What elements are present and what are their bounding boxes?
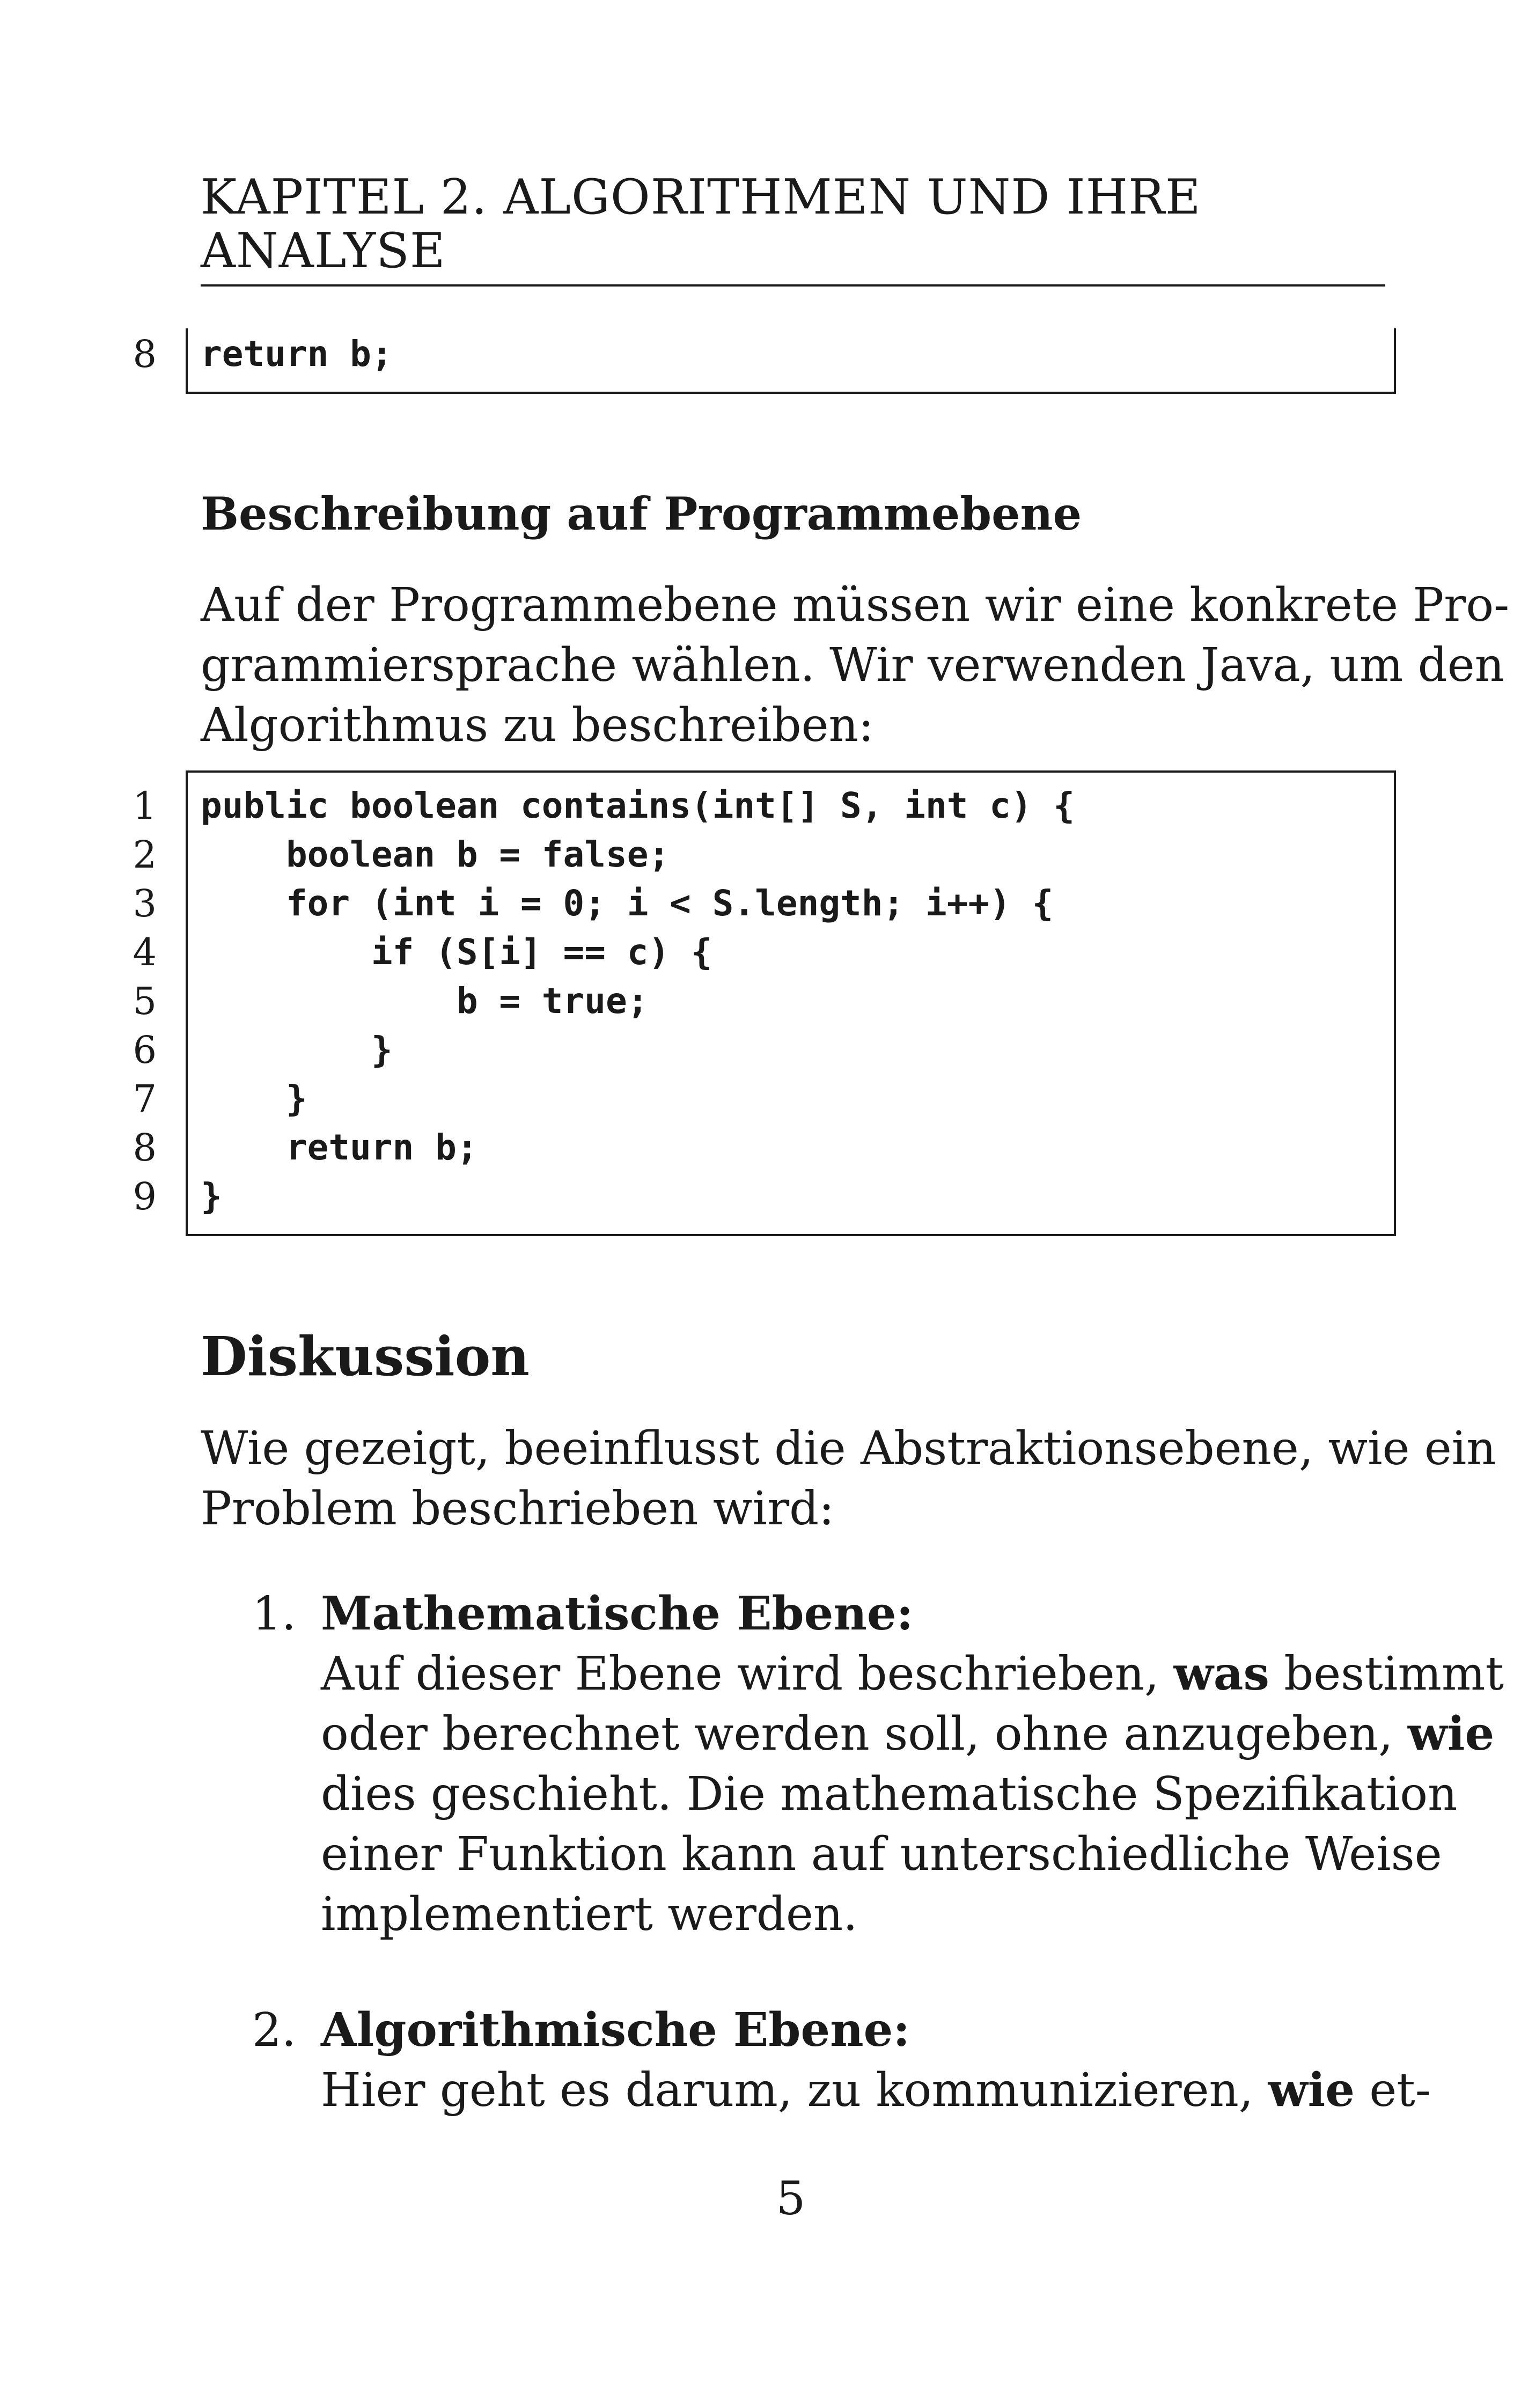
emphasis: wie [1268,2063,1355,2117]
code-line: } [201,1078,307,1119]
text-line [321,2060,1431,2120]
text-line: Auf der Programmebene müssen wir eine konkrete Pro- [201,578,1510,632]
code-line-number: 6 [133,1028,157,1072]
text-line [321,1644,1504,1704]
code-line: return b; [201,1127,478,1168]
code-line: for (int i = 0; i < S.length; i++) { [201,883,1054,924]
code-line-number: 1 [133,784,157,828]
list-item [321,2000,1431,2120]
text-line: Algorithmus zu beschreiben: [201,699,874,752]
text-segment: oder berechnet werden soll, ohne anzugeben, [321,1707,1408,1761]
text-segment: Auf dieser Ebene wird beschrieben, [321,1647,1174,1701]
text-segment: bestimmt [1269,1647,1504,1701]
text-line: Wie gezeigt, beeinflusst die Abstraktionsebene, wie ein [201,1422,1496,1475]
text-segment: einer Funktion kann auf unterschiedliche Weise [321,1827,1442,1881]
code-line-number: 3 [133,882,157,926]
discussion-paragraph [201,1419,1496,1539]
text-line [321,1704,1495,1764]
list-item-body [321,1644,1504,1944]
running-header: KAPITEL 2. ALGORITHMEN UND IHRE ANALYSE [201,171,1385,287]
code-line: } [201,1176,222,1217]
intro-paragraph [201,575,1510,755]
code-line-number: 9 [133,1174,157,1218]
section-title: Diskussion [201,1325,530,1388]
code-line: public boolean contains(int[] S, int c) { [201,785,1075,826]
emphasis: was [1173,1647,1269,1701]
list-item [321,1584,1504,1944]
list-item-number: 2. [252,2003,297,2057]
text-line: grammiersprache wählen. Wir verwenden Java, um den [201,638,1505,692]
code-line: b = true; [201,980,649,1022]
code-line-number: 7 [133,1077,157,1121]
text-segment: et- [1354,2064,1431,2117]
list-item-title: Algorithmische Ebene: [321,2003,910,2057]
code-line-number: 4 [133,930,157,974]
code-line: if (S[i] == c) { [201,931,712,973]
code-line: boolean b = false; [201,834,670,875]
text-line [321,1764,1458,1824]
text-line [321,1884,1385,1944]
emphasis: wie [1407,1707,1495,1761]
code-line: } [201,1029,393,1070]
text-line: Problem beschrieben wird: [201,1482,835,1536]
code-line-number: 5 [133,979,157,1023]
subsection-title: Beschreibung auf Programmebene [201,487,1082,540]
text-segment: dies geschieht. Die mathematische Spezifikation [321,1767,1458,1821]
code-line-number: 8 [133,1126,157,1170]
list-item-title: Mathematische Ebene: [321,1587,914,1641]
code-line-number: 2 [133,833,157,877]
code-line: return b; [201,333,393,375]
code-line-number: 8 [133,332,157,376]
text-segment: Hier geht es darum, zu kommunizieren, [321,2064,1268,2117]
text-line [321,1824,1442,1884]
list-item-body [321,2060,1431,2120]
list-item-number: 1. [252,1587,297,1641]
text-segment: implementiert werden. [321,1888,858,1941]
page-number: 5 [776,2172,806,2226]
